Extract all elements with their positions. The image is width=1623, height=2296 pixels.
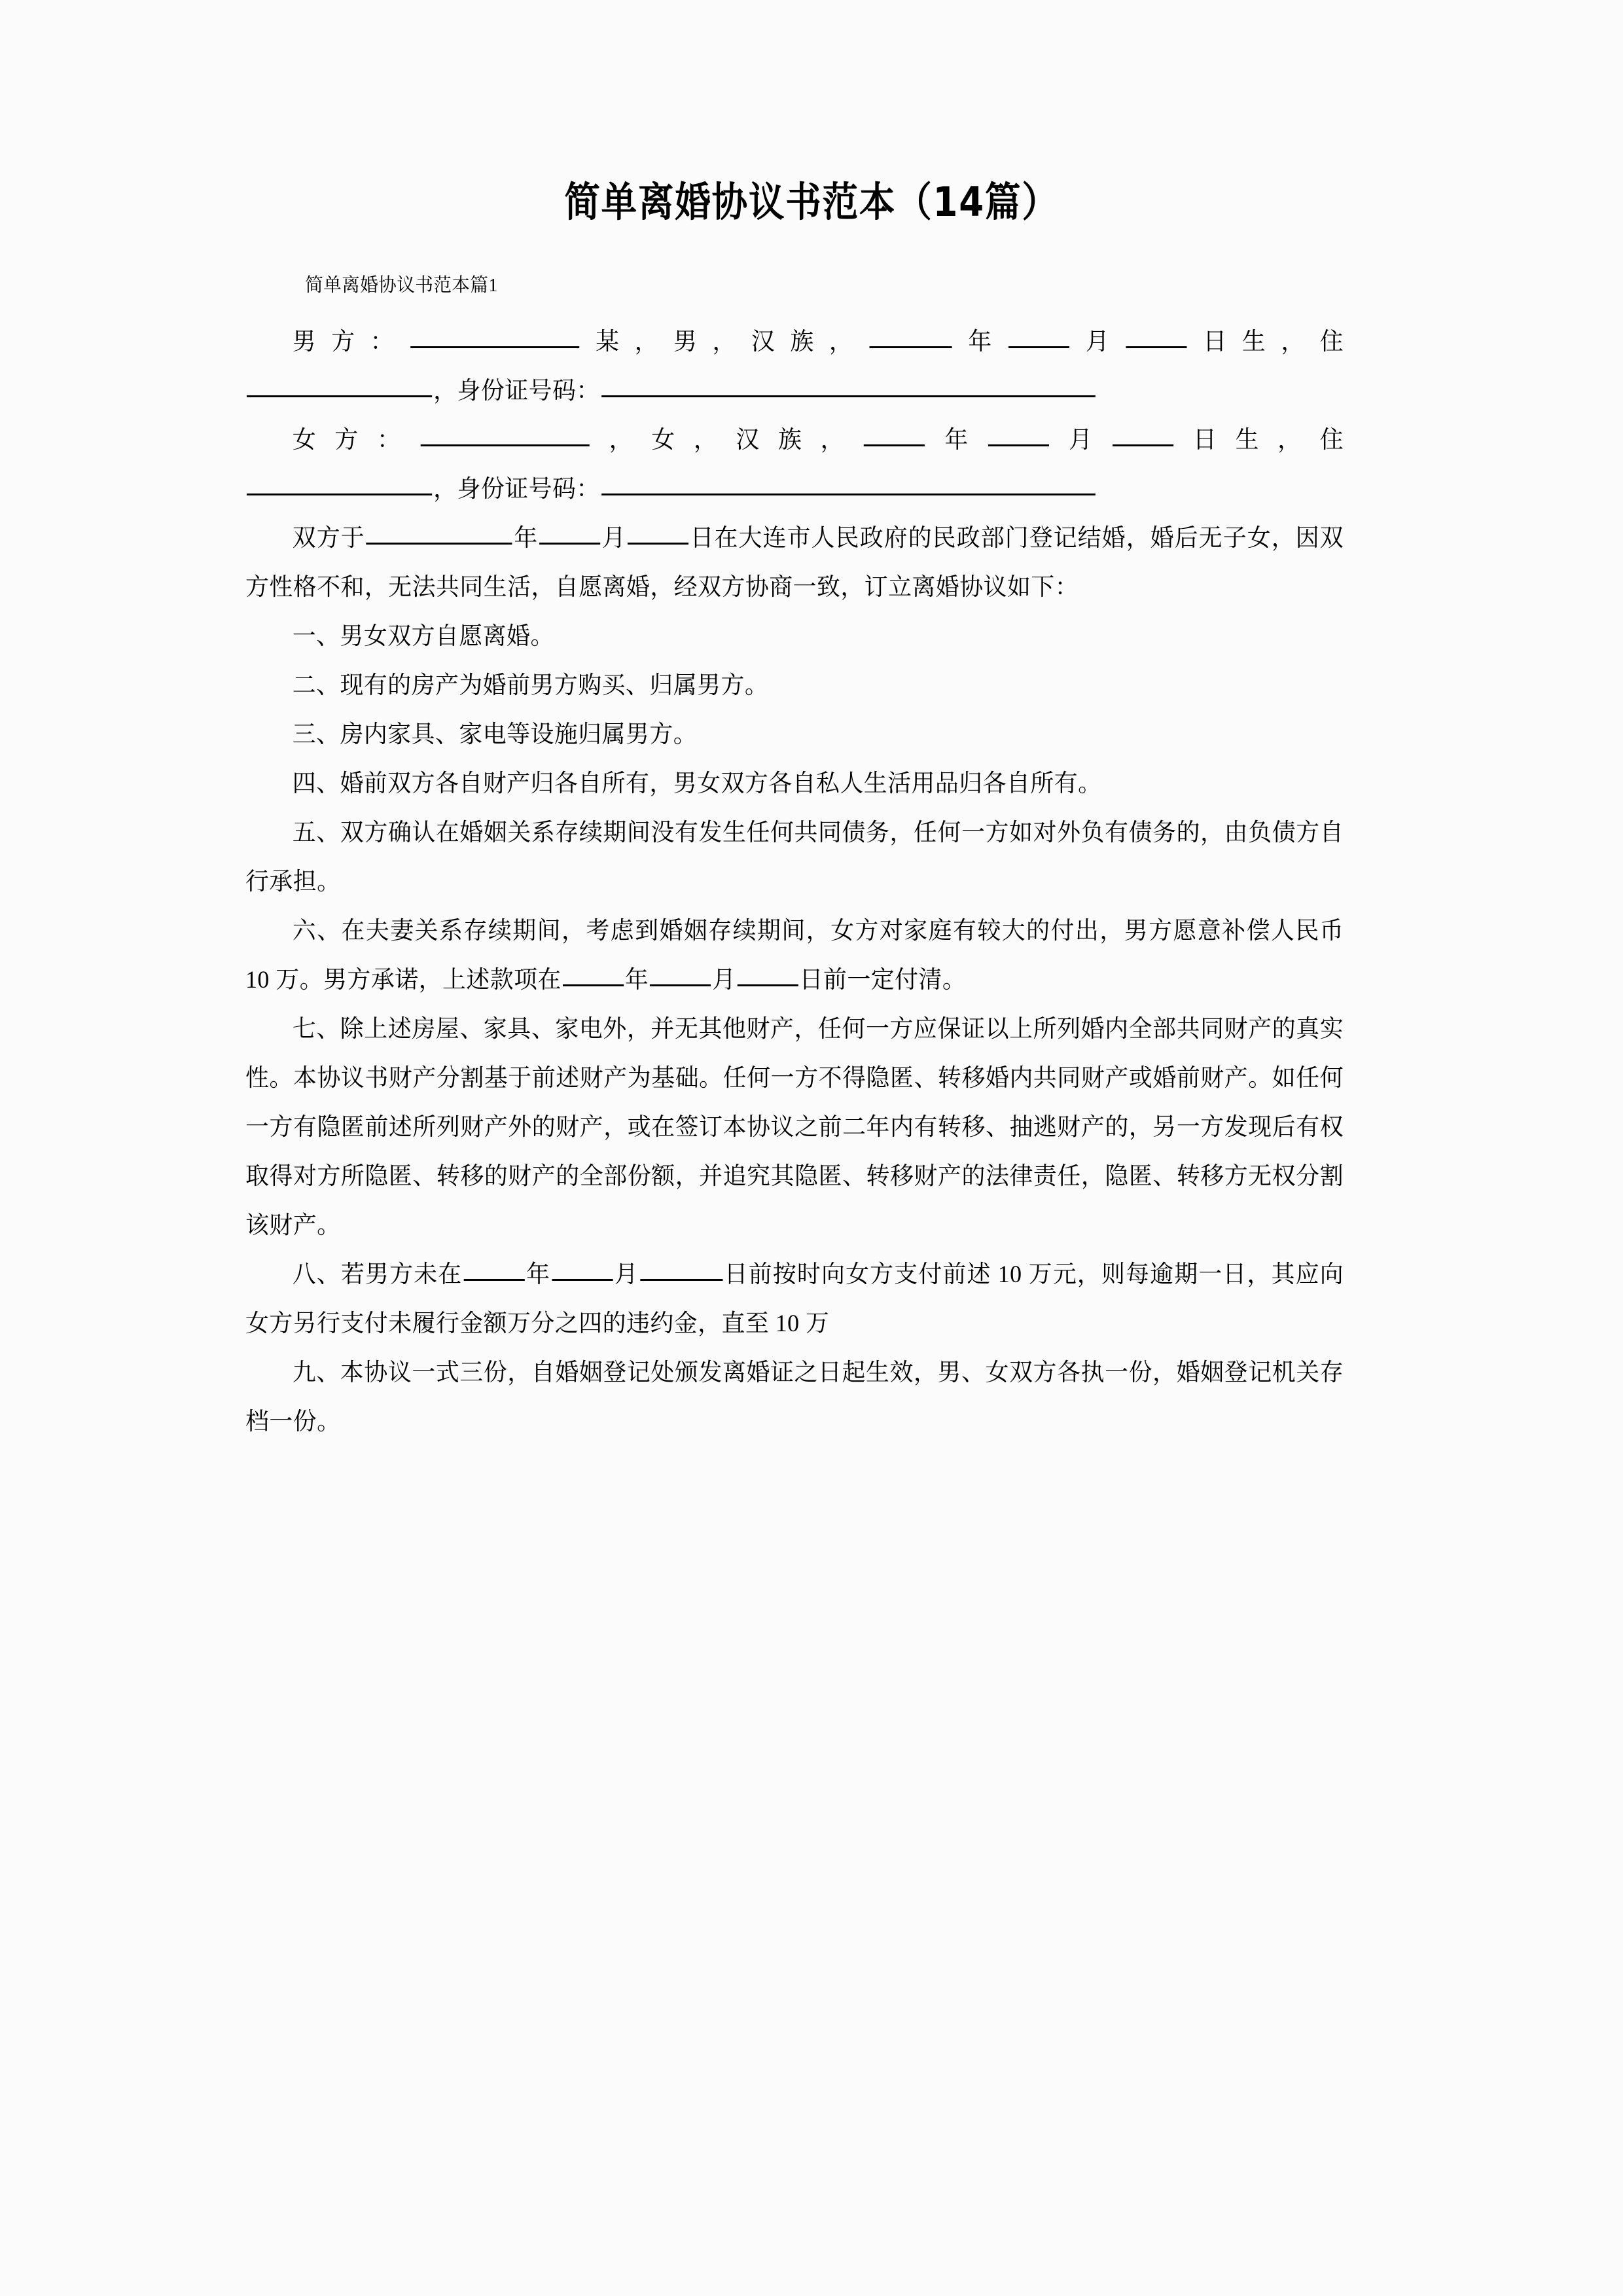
party-male-name-suffix: 某，男，汉族， (580, 328, 868, 355)
clause-index: 九、 (292, 1359, 340, 1386)
male-name-blank[interactable] (410, 320, 579, 348)
clause-month-unit: 月 (712, 966, 736, 994)
preamble-rest: 日在大连市人民政府的民政部门登记结婚，婚后无子女，因双方性格不和，无法共同生活，自愿离婚，经双方协商一致，订立离婚协议如下： (245, 524, 1344, 601)
clause-year-unit: 年 (526, 1261, 551, 1288)
female-id-number-blank[interactable] (601, 467, 1096, 495)
male-birth-month-blank[interactable] (1008, 320, 1069, 348)
compensation-year-blank[interactable] (563, 958, 624, 986)
clause-item (245, 710, 1344, 759)
clause-index: 二、 (292, 672, 340, 699)
party-male-label: 男方： (292, 328, 410, 355)
clause-item (245, 1348, 1344, 1446)
marriage-year-blank[interactable] (366, 516, 512, 545)
clause-text-before: 若男方未在 (340, 1261, 463, 1288)
document-content (245, 0, 1378, 1446)
clause-text: 婚前双方各自财产归各自所有，男女双方各自私人生活用品归各自所有。 (340, 770, 1102, 797)
party-female-label: 女方： (292, 426, 419, 454)
clause-month-unit: 月 (614, 1261, 639, 1288)
clause-item (245, 661, 1344, 710)
preamble-month-unit: 月 (601, 524, 627, 552)
marriage-day-blank[interactable] (628, 516, 688, 545)
section-sub-heading: 简单离婚协议书范本篇1 (305, 275, 498, 296)
male-year-unit: 年 (953, 328, 1007, 355)
clause-text: 房内家具、家电等设施归属男方。 (340, 721, 698, 748)
clause-index: 六、 (292, 917, 342, 944)
preamble-lead: 双方于 (292, 524, 365, 552)
male-birth-year-blank[interactable] (869, 320, 952, 348)
preamble-year-unit: 年 (513, 524, 539, 552)
clause-text: 本协议一式三份，自婚姻登记处颁发离婚证之日起生效，男、女双方各执一份，婚姻登记机关存档一份。 (245, 1359, 1344, 1435)
clause-index: 三、 (292, 721, 340, 748)
party-male-id-line (245, 367, 1344, 416)
male-day-unit: 日生，住 (1188, 328, 1344, 355)
clause-text: 男女双方自愿离婚。 (340, 622, 554, 650)
party-male-line (245, 300, 1344, 367)
clause-item (245, 906, 1344, 1005)
payment-deadline-month-blank[interactable] (552, 1253, 613, 1281)
clause-item (245, 759, 1344, 808)
female-day-unit: 日生，住 (1174, 426, 1344, 454)
male-id-label: ，身份证号码： (433, 377, 600, 404)
clause-text-before: 在夫妻关系存续期间，考虑到婚姻存续期间，女方对家庭有较大的付出，男方愿意补偿人民币 10 万。男方承诺，上述款项在 (245, 917, 1344, 994)
clause-text-after: 日前一定付清。 (799, 966, 967, 994)
female-name-blank[interactable] (420, 418, 589, 446)
clause-year-unit: 年 (624, 966, 649, 994)
clause-index: 四、 (292, 770, 340, 797)
clause-item (245, 612, 1344, 661)
clause-text: 除上述房屋、家具、家电外，并无其他财产，任何一方应保证以上所列婚内全部共同财产的真实性。本协议书财产分割基于前述财产为基础。任何一方不得隐匿、转移婚内共同财产或婚前财产。如任何一方有隐匿前述所列财产外的财产，或在签订本协议之前二年内有转移、抽逃财产的，另一方发现后有权取得对方所隐匿、转移的财产的全部份额，并追究其隐匿、转移财产的法律责任，隐匿、转移方无权分割该财产。 (245, 1015, 1344, 1239)
party-female-id-line (245, 465, 1344, 514)
compensation-month-blank[interactable] (650, 958, 711, 986)
payment-deadline-day-blank[interactable] (640, 1253, 722, 1281)
female-birth-year-blank[interactable] (864, 418, 925, 446)
clause-index: 七、 (292, 1015, 340, 1043)
marriage-month-blank[interactable] (539, 516, 600, 545)
compensation-day-blank[interactable] (738, 958, 798, 986)
female-id-label: ，身份证号码： (433, 475, 600, 503)
male-id-number-blank[interactable] (601, 369, 1096, 397)
female-month-unit: 月 (1050, 426, 1111, 454)
page-title: 简单离婚协议书范本（14篇） (564, 178, 1059, 226)
clause-text: 现有的房产为婚前男方购买、归属男方。 (340, 672, 769, 699)
payment-deadline-year-blank[interactable] (463, 1253, 524, 1281)
female-birth-day-blank[interactable] (1113, 418, 1173, 446)
party-female-name-suffix: ，女，汉族， (590, 426, 863, 454)
clause-text: 双方确认在婚姻关系存续期间没有发生任何共同债务，任何一方如对外负有债务的，由负债方自行承担。 (245, 819, 1344, 895)
clause-text-after: 日前按时向女方支付前述 10 万元，则每逾期一日，其应向女方另行支付未履行金额万分之四的违约金，直至 10 万 (245, 1261, 1344, 1337)
male-address-blank[interactable] (247, 369, 432, 397)
clause-index: 五、 (292, 819, 340, 846)
clause-item (245, 808, 1344, 906)
female-address-blank[interactable] (247, 467, 432, 495)
male-month-unit: 月 (1070, 328, 1125, 355)
female-birth-month-blank[interactable] (988, 418, 1049, 446)
clause-index: 八、 (292, 1261, 341, 1288)
male-birth-day-blank[interactable] (1126, 320, 1186, 348)
clause-item (245, 1250, 1344, 1348)
preamble-paragraph (245, 514, 1344, 612)
female-year-unit: 年 (926, 426, 987, 454)
clause-item (245, 1005, 1344, 1250)
party-female-line (245, 416, 1344, 465)
clause-index: 一、 (292, 622, 340, 650)
